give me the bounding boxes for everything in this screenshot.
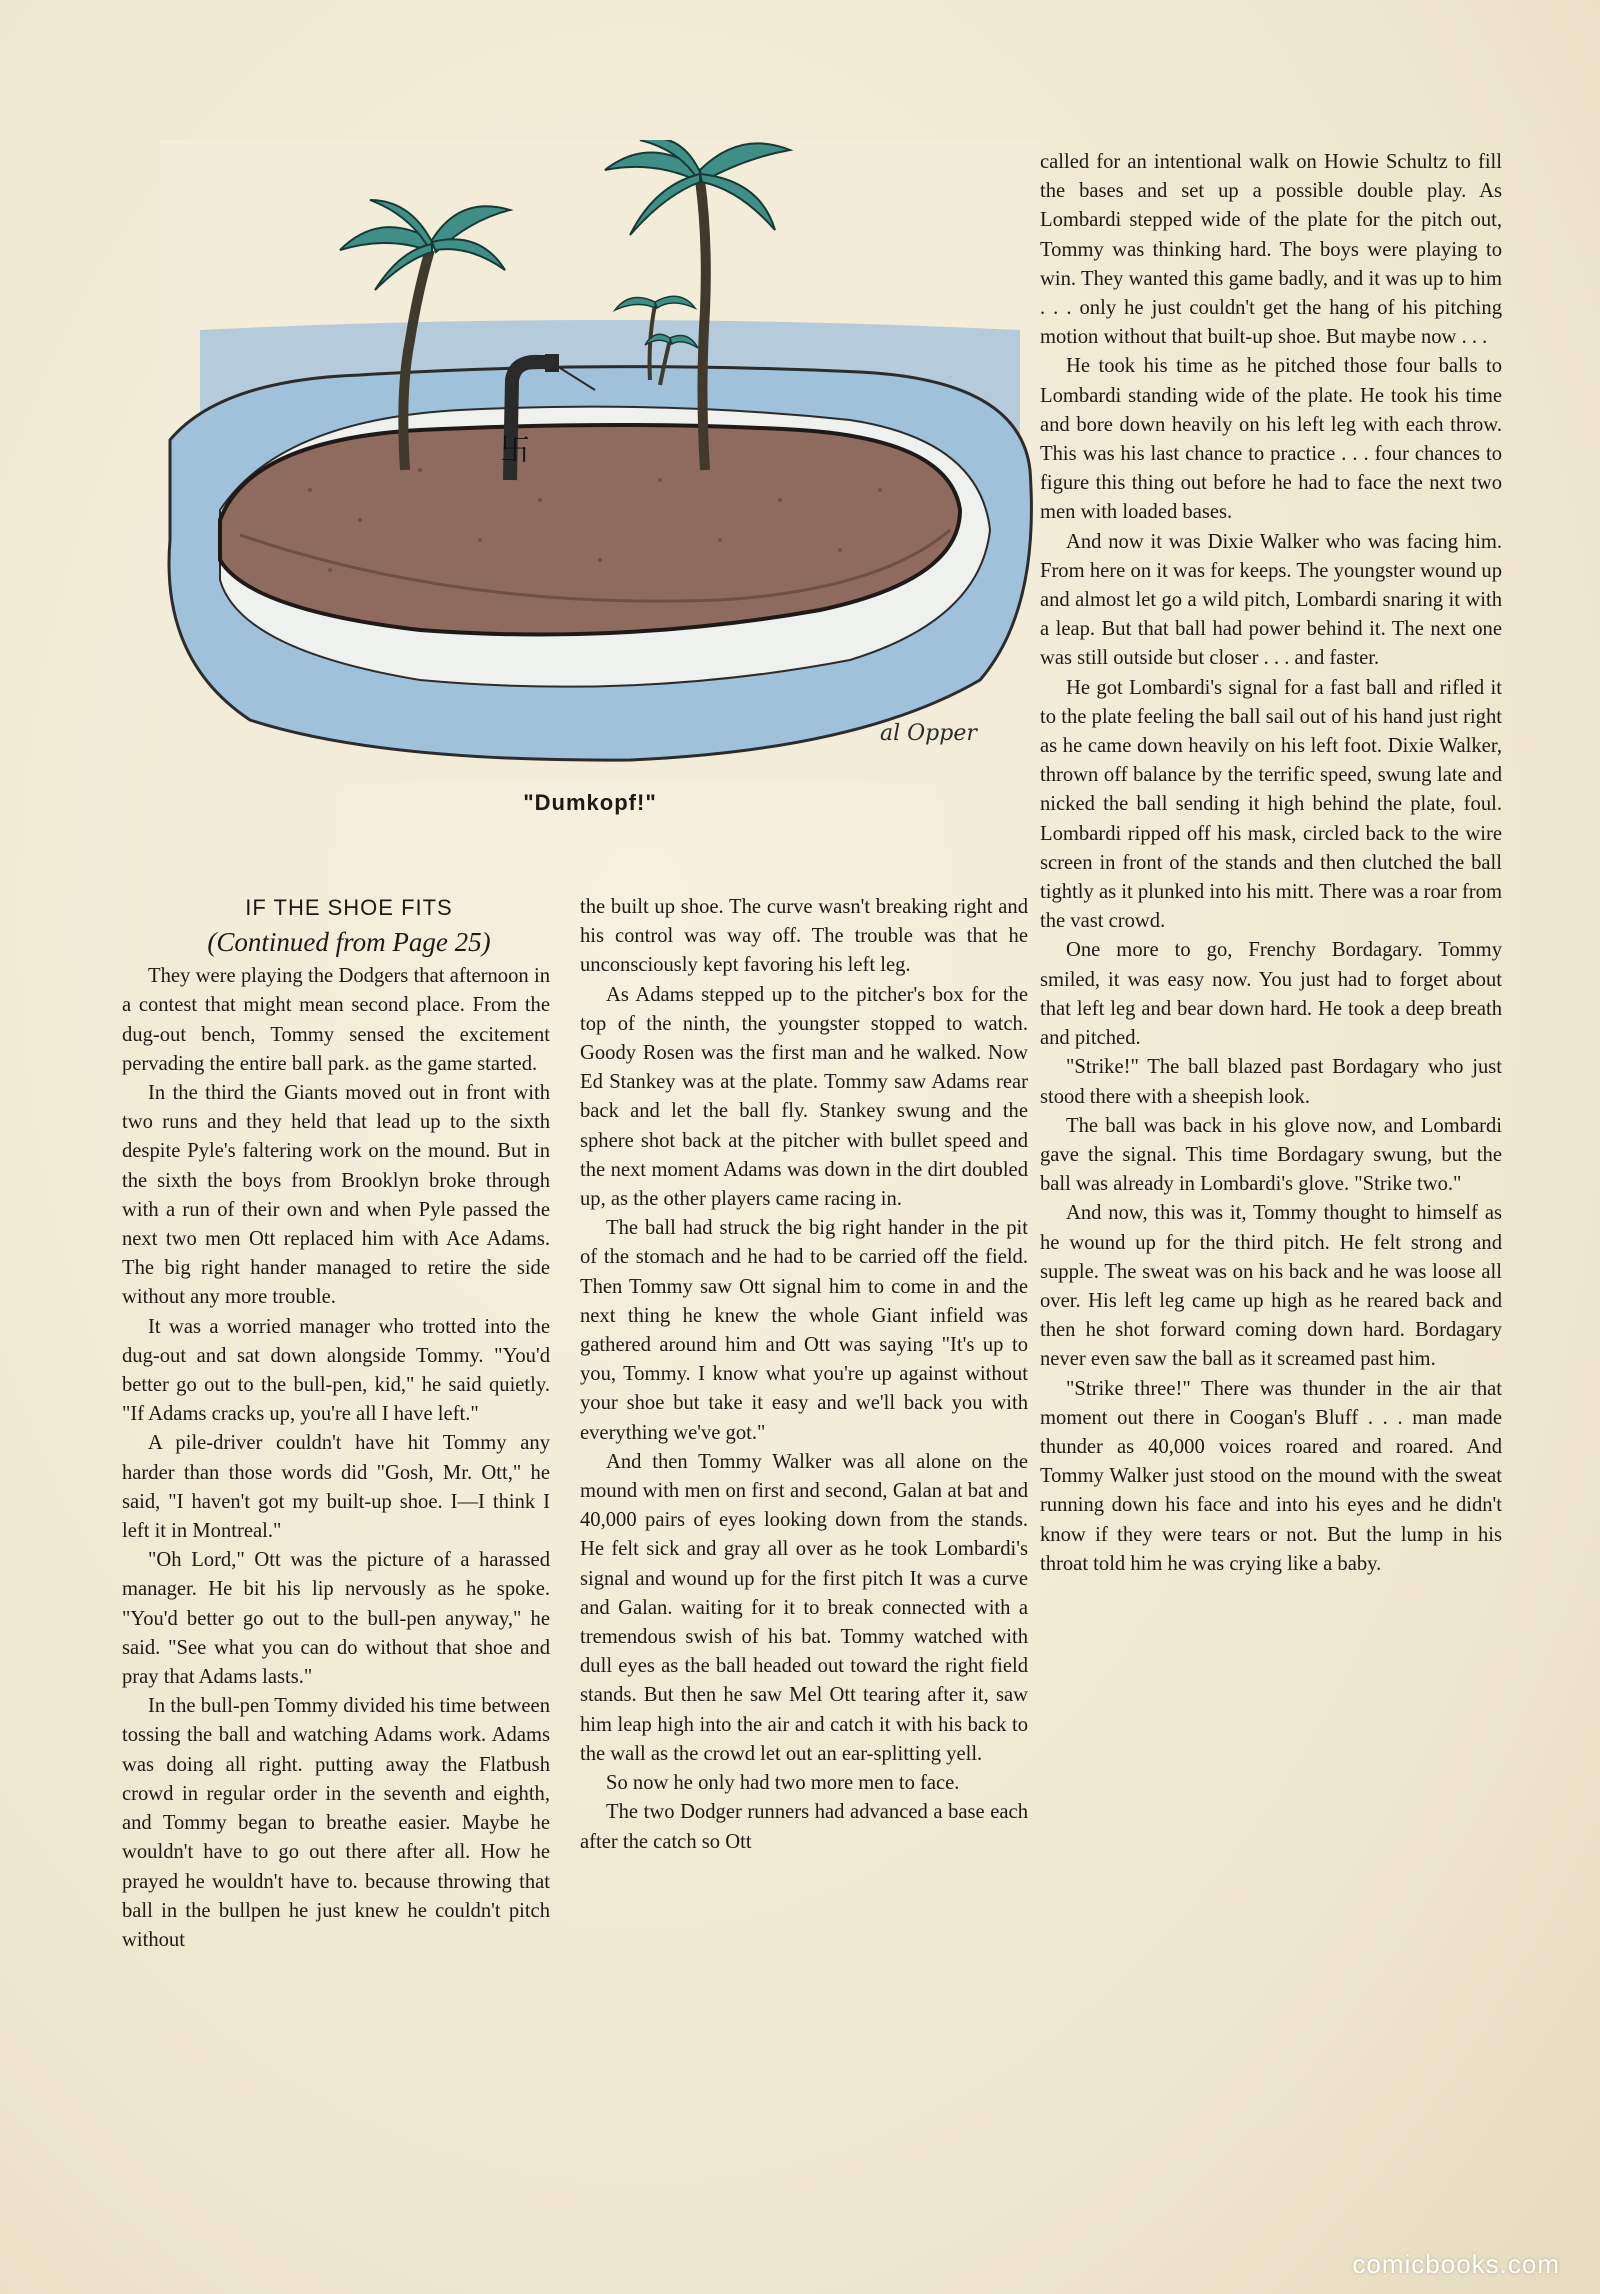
paragraph: "Oh Lord," Ott was the picture of a harassed manager. He bit his lip nervously as he spoke. "You'd better go out to the bull-pen anyway," he said. "See what you can do without that shoe and pray that Adams lasts." <box>122 1549 550 1689</box>
paragraph: The two Dodger runners had advanced a base each after the catch so Ott <box>580 1801 1028 1853</box>
paragraph: He took his time as he pitched those four balls to Lombardi standing wide of the plate. He took his time and bore down heavily on his left leg with each throw. This was his last chance to practice . . . four chances to figure this thing out before he had to face the next two men with loaded bases. <box>1040 355 1502 524</box>
story-column-2 <box>580 893 1028 1857</box>
paragraph: They were playing the Dodgers that afternoon in a contest that might mean second place. From the dug-out bench, Tommy sensed the excitement pervading the entire ball park. as the game started. <box>122 965 550 1075</box>
paragraph: One more to go, Frenchy Bordagary. Tommy smiled, it was easy now. You just had to forget about that left leg and bear down hard. He took a deep breath and pitched. <box>1040 939 1502 1050</box>
paragraph: As Adams stepped up to the pitcher's box for the top of the ninth, the youngster stopped to watch. Goody Rosen was the first man and he walked. Now Ed Stankey was at the plate. Tommy saw Adams rear back and let the ball fly. Stankey swung and the sphere shot back at the pitcher with bullet speed and the next moment Adams was down in the dirt doubled up, as the other players came racing in. <box>580 983 1028 1211</box>
paragraph: And now, this was it, Tommy thought to himself as he wound up for the third pitch. He felt strong and supple. The sweat was on his back and he was loose all over. His left leg came up high as he reared back and then he shot forward coming down hard. Bordagary never even saw the ball as it screamed past him. <box>1040 1202 1502 1371</box>
island-cartoon <box>160 140 1040 780</box>
paragraph: And then Tommy Walker was all alone on the mound with men on first and second, Galan at bat and 40,000 pairs of eyes looking down from the stands. He felt sick and gray all over as he took Lombardi's signal and wound up for the first pitch It was a curve and Galan. waiting for it to break connected with a tremendous swish of his bat. Tommy watched with dull eyes as the ball headed out toward the right field stands. But then he saw Mel Ott tearing after it, saw him leap high into the air and catch it with his back to the wall as the crowd let out an ear-splitting yell. <box>580 1450 1028 1765</box>
paragraph: The ball was back in his glove now, and Lombardi gave the signal. This time Bordagary swung, but the ball was already in Lombardi's glove. "Strike two." <box>1040 1114 1502 1196</box>
site-watermark: comicbooks.com <box>1352 2249 1560 2279</box>
story-title: IF THE SHOE FITS <box>245 895 453 920</box>
paragraph: the built up shoe. The curve wasn't breaking right and his control was way off. The trouble was that he unconsciously kept favoring his left leg. <box>580 896 1028 977</box>
story-subtitle: (Continued from Page 25) <box>207 927 491 958</box>
paragraph: And now it was Dixie Walker who was facing him. From here on it was for keeps. The youngster wound up and almost let go a wild pitch, Lombardi snaring it with a leap. But that ball had power behind it. The next one was still outside but closer . . . and faster. <box>1040 530 1502 670</box>
svg-text:卐: 卐 <box>500 433 530 468</box>
artist-signature: al Opper <box>880 721 977 746</box>
paragraph: It was a worried manager who trotted into the dug-out and sat down alongside Tommy. "You'd better go out to the bull-pen, kid," he said quietly. "If Adams cracks up, you're all I have left." <box>122 1315 550 1426</box>
paragraph: The ball had struck the big right hander in the pit of the stomach and he had to be carried off the field. Then Tommy saw Ott signal him to come in and the next thing he knew the whole Giant infield was gathered around him and Ott was saying "It's up to you, Tommy. I know what you're up against without your shoe but take it easy and we'll back you with everything we've got." <box>580 1217 1028 1444</box>
cartoon-caption: "Dumkopf!" <box>523 790 657 815</box>
paragraph: So now he only had two more men to face. <box>606 1772 960 1795</box>
story-column-3 <box>1040 148 1502 1579</box>
story-column-1 <box>122 893 550 1955</box>
paragraph: He got Lombardi's signal for a fast ball and rifled it to the plate feeling the ball sail out of his hand just right as he came down heavily on his left foot. Dixie Walker, thrown off balance by the terrific speed, swung late and nicked the ball sending it high behind the plate, foul. Lombardi ripped off his mask, circled back to the wire screen in front of the stands and then clutched the ball tightly as it plunked into his mitt. There was a roar from the vast crowd. <box>1040 676 1502 933</box>
paragraph: "Strike three!" There was thunder in the air that moment out there in Coogan's Bluff . . . man made thunder as 40,000 voices roared and roared. And Tommy Walker just stood on the mound with the sweat running down his face and into his eyes and he didn't know if they were tears or not. But the lump in his throat told him he was crying like a baby. <box>1040 1377 1502 1575</box>
paragraph: In the bull-pen Tommy divided his time between tossing the ball and watching Adams work. Adams was doing all right. putting away the Flatbush crowd in regular order in the seventh and eighth, and Tommy began to breathe easier. Maybe he wouldn't have to go out there after all. How he prayed he wouldn't have to. because throwing that ball in the bullpen he just knew he couldn't pitch without <box>122 1695 550 1951</box>
paragraph: A pile-driver couldn't have hit Tommy any harder than those words did "Gosh, Mr. Ott," he said, "I haven't got my built-up shoe. I—I think I left it in Montreal." <box>122 1432 550 1543</box>
paragraph: "Strike!" The ball blazed past Bordagary who just stood there with a sheepish look. <box>1040 1056 1502 1108</box>
paragraph: called for an intentional walk on Howie Schultz to fill the bases and set up a possible double play. As Lombardi stepped wide of the plate for the pitch out, Tommy was thinking hard. The boys were playing to win. They wanted this game badly, and it was up to him . . . only he just couldn't get the hang of his pitching motion without that built-up shoe. But maybe now . . . <box>1040 151 1502 349</box>
paragraph: In the third the Giants moved out in front with two runs and they held that lead up to the sixth despite Pyle's faltering work on the mound. But in the sixth the boys from Brooklyn broke through with a run of their own and when Pyle passed the next two men Ott replaced him with Ace Adams. The big right hander managed to retire the side without any more trouble. <box>122 1082 550 1309</box>
